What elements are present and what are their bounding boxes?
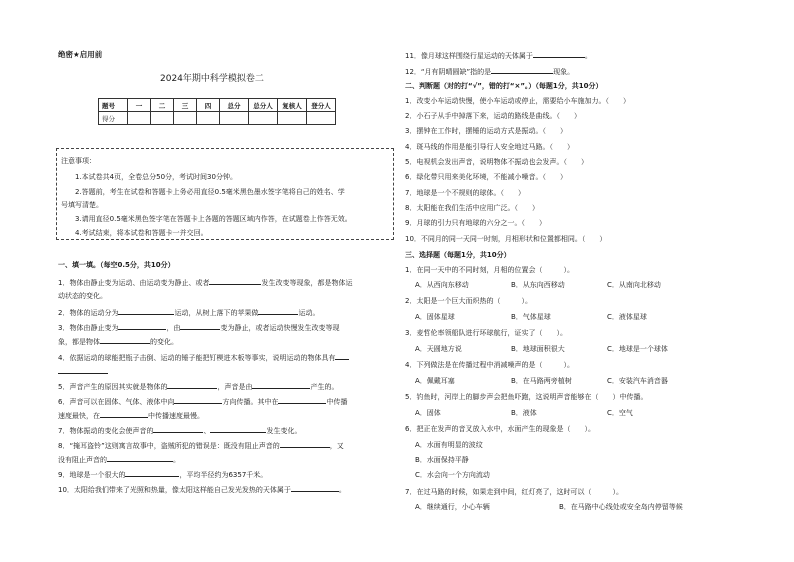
score-table [98,98,336,125]
choice-option[interactable]: C．地球是一个球体 [607,345,668,353]
answer-blank[interactable] [153,425,203,433]
answer-blank[interactable] [58,366,108,374]
choice-option[interactable]: B．水面保持平静 [415,456,469,464]
judgement-item: 3．摆钟在工作时，摆锤的运动方式是振动。（ ） [405,127,567,135]
question-line: 没有阻止声音的 。 [58,456,180,464]
notice-box [56,148,394,240]
choice-option[interactable]: A．天圆地方说 [415,345,462,353]
question-line: 2．物体的运动分为 运动，从树上落下的苹果做 运动。 [58,309,320,317]
score-header-cell: 一 [128,99,151,112]
score-cell[interactable] [220,112,249,125]
score-header-cell: 总分 [220,99,249,112]
question-line: 1．物体由静止变为运动、由运动变为静止、或者 发生改变等现象，都是物体运 [58,279,353,287]
judgement-item: 8．太阳能在我们生活中应用广泛。（ ） [405,204,539,212]
score-row-label: 得分 [99,112,128,125]
judgement-item: 5．电视机会发出声音，说明物体不振动也会发声。（ ） [405,158,588,166]
score-cell[interactable] [278,112,307,125]
answer-blank[interactable] [167,381,217,389]
choice-option[interactable]: B．从东向西移动 [511,281,565,289]
choice-option[interactable]: C．安装汽车消音器 [607,377,668,385]
score-table-header-row [99,99,336,112]
question-line: 4．依据运动的球能把瓶子击倒、运动的锤子能把钉楔进木板等事实，说明运动的物体具有 [58,352,349,363]
judgement-item: 1．改变小车运动快慢，使小车运动或停止，需要给小车施加力。（ ） [405,97,630,105]
choice-option[interactable]: C．液体星球 [607,313,647,321]
section3-heading: 三、选择题（每题1分，共10分） [405,251,511,259]
answer-blank[interactable] [107,454,173,462]
choice-question: 7．在过马路的时候，如果走到中间，红灯亮了，这时可以（ ）。 [405,488,623,496]
choice-question: 4．下列做法是在传播过程中消减噪声的是（ ）。 [405,361,574,369]
choice-option[interactable]: B．液体 [511,409,537,417]
score-header-cell: 四 [197,99,220,112]
question-line: 3．物体由静止变为 ，由 变为静止，或者运动快慢发生改变等现 [58,324,340,332]
answer-blank[interactable] [491,66,553,74]
score-header-cell: 二 [151,99,174,112]
notice-item: 3.请用直径0.5毫米黑色签字笔在答题卡上各题的答题区域内作答，在试题卷上作答无效。 [75,215,352,223]
question-line: 动状态的变化。 [58,292,107,300]
answer-blank[interactable] [209,277,261,285]
judgement-item: 2．小石子从手中掉落下来，运动的路线是曲线。（ ） [405,112,581,120]
score-table-score-row [99,112,336,125]
question-line: 5．声音产生的原因其实就是物体的 ，声音是由 产生的。 [58,383,339,391]
answer-blank[interactable] [335,352,349,360]
choice-option[interactable]: A．佩戴耳塞 [415,377,455,385]
question-line: 10．太阳给我们带来了光照和热量，像太阳这样能自己发光发热的天体属于 。 [58,486,346,494]
section1-heading: 一、填一填。（每空0.5分，共10分） [58,261,175,269]
choice-option[interactable]: A．从西向东移动 [415,281,469,289]
question-line: 8．“掩耳盗铃”这则寓言故事中，盗贼所犯的错误是：既没有阻止声音的 ，又 [58,442,344,450]
score-header-cell: 三 [174,99,197,112]
answer-blank[interactable] [210,425,266,433]
answer-blank[interactable] [252,381,310,389]
judgement-item: 10．不同月的同一天同一时刻，月相形状和位置都相同。（ ） [405,235,607,243]
choice-option[interactable]: B．在马路两旁植树 [511,377,572,385]
question-line: 12．“月有阴晴圆缺”指的是 现象。 [405,68,575,76]
choice-question: 1．在同一天中的不同时刻，月相的位置会（ ）。 [405,266,574,274]
choice-option[interactable]: C．从南向北移动 [607,281,661,289]
question-line: 6．声音可以在固体、气体、液体中向 方向传播。其中在 中传播 [58,398,348,406]
answer-blank[interactable] [118,307,174,315]
question-line [58,366,108,377]
score-cell[interactable] [249,112,278,125]
notice-title: 注意事项： [61,157,96,165]
notice-item: 1.本试卷共4页，全卷总分50分，考试时间30分钟。 [75,173,237,181]
choice-question: 2．太阳是一个巨大而炽热的（ ）。 [405,297,532,305]
score-header-cell: 复核人 [278,99,307,112]
question-line: 7．物体振动的变化会使声音的 、 发生变化。 [58,427,302,435]
notice-item: 4.考试结束，将本试卷和答题卡一并交回。 [75,229,208,237]
answer-blank[interactable] [180,322,220,330]
answer-blank[interactable] [174,396,222,404]
score-header-cell: 总分人 [249,99,278,112]
confidential-mark: 绝密★启用前 [58,50,103,59]
answer-blank[interactable] [118,322,166,330]
question-line: 象，都是物体 的变化。 [58,338,178,346]
choice-option[interactable]: C．水会向一个方向流动 [415,471,490,479]
choice-option[interactable]: B．气体星球 [511,313,551,321]
judgement-item: 7．地球是一个不规则的球体。（ ） [405,189,525,197]
score-cell[interactable] [128,112,151,125]
choice-question: 6．把正在发声的音叉放入水中，水面产生的现象是（ ）。 [405,425,595,433]
score-cell[interactable] [174,112,197,125]
choice-option[interactable]: C．空气 [607,409,633,417]
question-line: 9．地球是一个很大的 ，平均半径约为6357千米。 [58,471,268,479]
choice-option[interactable]: A．固体 [415,409,441,417]
answer-blank[interactable] [100,410,148,418]
answer-blank[interactable] [280,440,330,448]
answer-blank[interactable] [533,50,585,58]
notice-item: 号填写清楚。 [61,201,103,209]
notice-item: 2.答题前，考生在试卷和答题卡上务必用直径0.5毫米黑色墨水签字笔将自己的姓名、学 [75,188,345,196]
score-cell[interactable] [151,112,174,125]
choice-option[interactable]: A．水面有明显的波纹 [415,441,483,449]
answer-blank[interactable] [291,484,339,492]
score-cell[interactable] [197,112,220,125]
choice-option[interactable]: B．在马路中心线处或安全岛内停留等候 [559,503,683,511]
section2-heading: 二、判断题（对的打“√”，错的打“×”。）（每题1分，共10分） [405,82,603,90]
judgement-item: 9．月球的引力只有地球的六分之一。（ ） [405,219,546,227]
answer-blank[interactable] [100,336,150,344]
judgement-item: 4．斑马线的作用是能引导行人安全地过马路。（ ） [405,143,574,151]
answer-blank[interactable] [258,307,298,315]
choice-question: 5．钓鱼时，河岸上的脚步声会把鱼吓跑，这说明声音能够在（ ）中传播。 [405,393,648,401]
choice-option[interactable]: A．继续通行，小心车辆 [415,503,490,511]
page-title: 2024年期中科学模拟卷二 [160,74,264,84]
score-header-cell: 题号 [99,99,128,112]
answer-blank[interactable] [125,469,179,477]
choice-option[interactable]: B．地球面积很大 [511,345,565,353]
score-header-cell: 登分人 [307,99,336,112]
question-line: 11．像月球这样围绕行星运动的天体属于 。 [405,52,592,60]
judgement-item: 6．绿化带只用来美化环境，不能减小噪音。（ ） [405,173,567,181]
question-line: 速度最快，在 中传播速度最慢。 [58,412,204,420]
score-cell[interactable] [307,112,336,125]
choice-option[interactable]: A．固体星球 [415,313,455,321]
choice-question: 3．麦哲伦率领船队进行环球航行，证实了（ ）。 [405,329,567,337]
answer-blank[interactable] [278,396,326,404]
